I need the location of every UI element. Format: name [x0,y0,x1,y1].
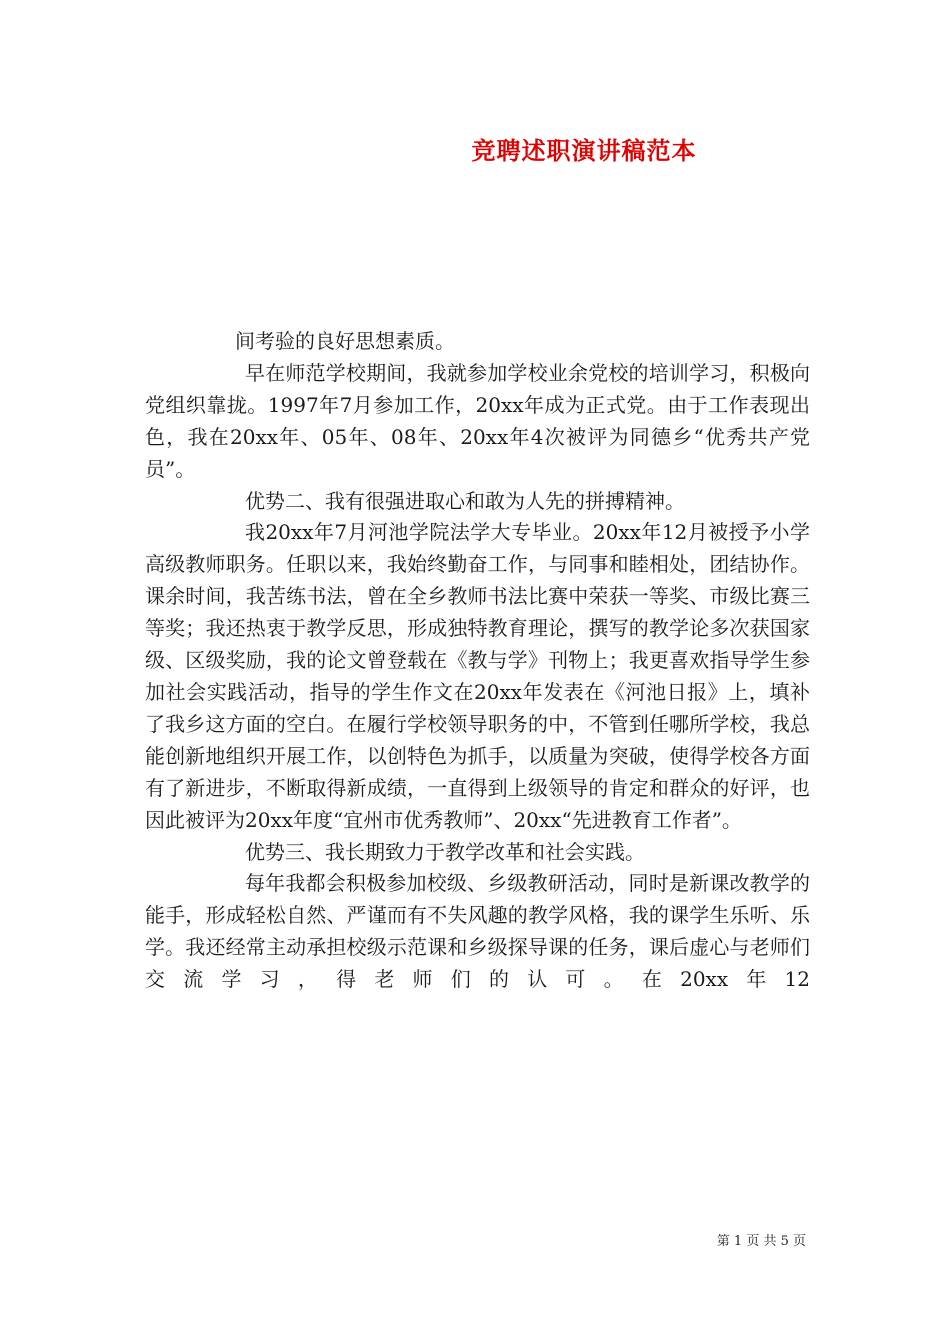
paragraph: 间考验的良好思想素质。 [235,329,455,353]
paragraph: 优势三、我长期致力于教学改革和社会实践。 [245,839,645,864]
document-body [145,326,810,996]
paragraph: 早在师范学校期间，我就参加学校业余党校的培训学习，积极向党组织靠拢。1997年7月参加工作，20xx年成为正式党。由于工作表现出色，我在20xx年、05年、08年、20xx年4次被评为同德乡“优秀共产党员”。 [145,360,810,481]
paragraph: 优势二、我有很强进取心和敢为人先的拼搏精神。 [245,488,685,513]
page-number-footer: 第 1 页 共 5 页 [716,1234,806,1249]
document-title: 竞聘述职演讲稿范本 [471,136,697,165]
paragraph: 每年我都会积极参加校级、乡级教研活动，同时是新课改教学的能手，形成轻松自然、严谨而有不失风趣的教学风格，我的课学生乐听、乐学。我还经常主动承担校级示范课和乡级探导课的任务，课后虚心与老师们交流学习，得老师们的认可。在20xx年12 [145,871,810,992]
paragraph: 我20xx年7月河池学院法学大专毕业。20xx年12月被授予小学高级教师职务。任职以来，我始终勤奋工作，与同事和睦相处，团结协作。课余时间，我苦练书法，曾在全乡教师书法比赛中荣获一等奖、市级比赛三等奖；我还热衷于教学反思，形成独特教育理论，撰写的教学论多次获国家级、区级奖励，我的论文曾登载在《教与学》刊物上；我更喜欢指导学生参加社会实践活动，指导的学生作文在20xx年发表在《河池日报》上，填补了我乡这方面的空白。在履行学校领导职务的中，不管到任哪所学校，我总能创新地组织开展工作，以创特色为抓手，以质量为突破，使得学校各方面有了新进步，不断取得新成绩，一直得到上级领导的肯定和群众的好评，也因此被评为20xx年度“宜州市优秀教师”、20xx“先进教育工作者”。 [145,520,810,832]
